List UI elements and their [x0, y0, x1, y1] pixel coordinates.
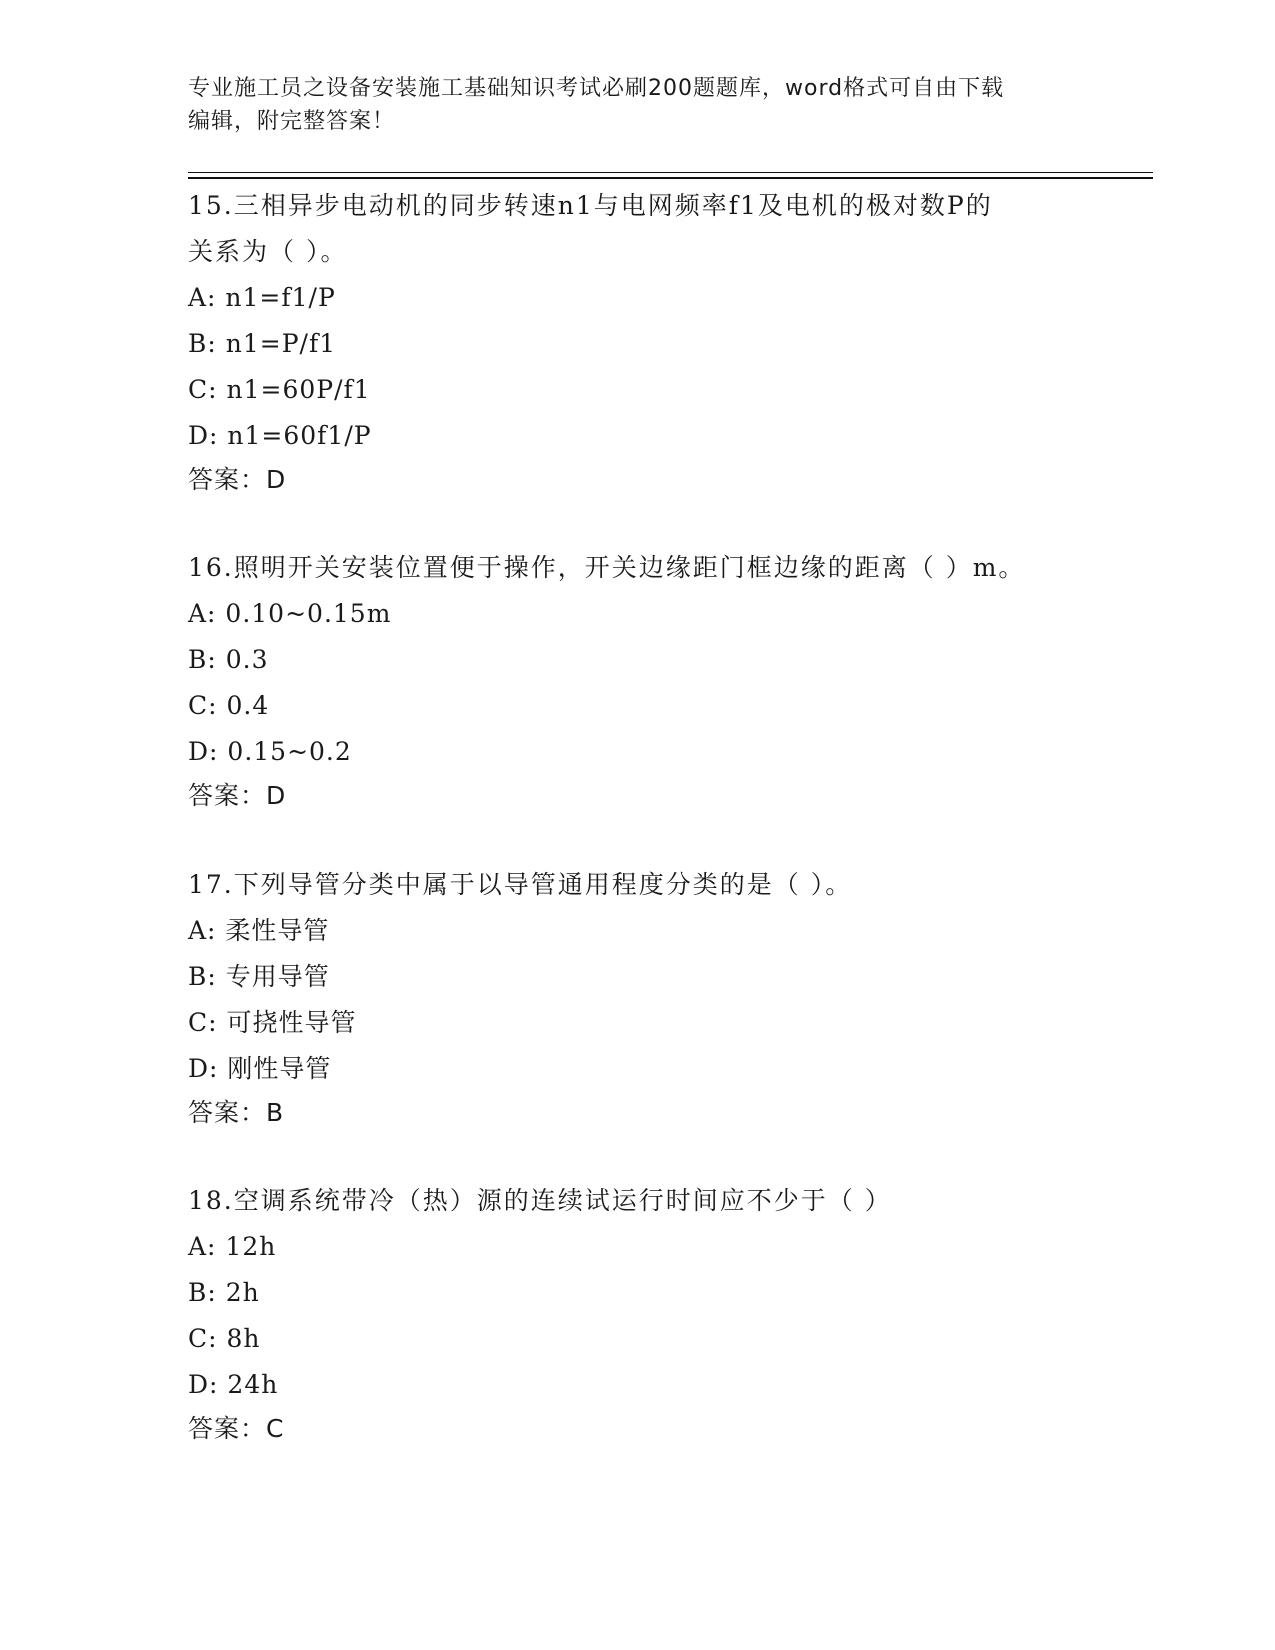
option-c: C: 0.4: [188, 691, 270, 720]
question-stem: 15.三相异步电动机的同步转速n1与电网频率f1及电机的极对数P的: [188, 191, 993, 220]
option-b: B: n1=P/f1: [188, 329, 337, 358]
header-divider-thick: [188, 177, 1153, 179]
answer: 答案：B: [188, 1098, 285, 1127]
question-stem: 18.空调系统带冷（热）源的连续试运行时间应不少于（ ）: [188, 1186, 892, 1215]
document-header: [188, 72, 1068, 138]
option-b: B: 专用导管: [188, 962, 330, 991]
answer: 答案：D: [188, 781, 287, 810]
question-18: [188, 1178, 1088, 1450]
question-16: [188, 545, 1088, 817]
option-c: C: n1=60P/f1: [188, 375, 371, 404]
question-stem-continued: 关系为（ ）。: [188, 237, 348, 266]
option-d: D: 0.15~0.2: [188, 737, 352, 766]
answer: 答案：D: [188, 465, 287, 494]
header-title-line2: 编辑，附完整答案！: [188, 109, 396, 134]
option-b: B: 2h: [188, 1278, 260, 1307]
option-d: D: 刚性导管: [188, 1054, 332, 1083]
option-d: D: n1=60f1/P: [188, 421, 372, 450]
option-d: D: 24h: [188, 1370, 279, 1399]
option-b: B: 0.3: [188, 645, 269, 674]
header-divider-thin: [188, 172, 1153, 173]
option-a: A: 柔性导管: [188, 916, 330, 945]
question-15: [188, 183, 1088, 501]
option-a: A: n1=f1/P: [188, 283, 336, 312]
question-stem: 17.下列导管分类中属于以导管通用程度分类的是（ ）。: [188, 870, 853, 899]
question-stem: 16.照明开关安装位置便于操作，开关边缘距门框边缘的距离（ ）m。: [188, 553, 1026, 582]
answer: 答案：C: [188, 1414, 285, 1443]
option-c: C: 可挠性导管: [188, 1008, 357, 1037]
option-a: A: 0.10~0.15m: [188, 599, 392, 628]
question-17: [188, 862, 1088, 1134]
option-a: A: 12h: [188, 1232, 277, 1261]
header-title-line1: 专业施工员之设备安装施工基础知识考试必刷200题题库，word格式可自由下载: [188, 76, 1005, 101]
option-c: C: 8h: [188, 1324, 261, 1353]
